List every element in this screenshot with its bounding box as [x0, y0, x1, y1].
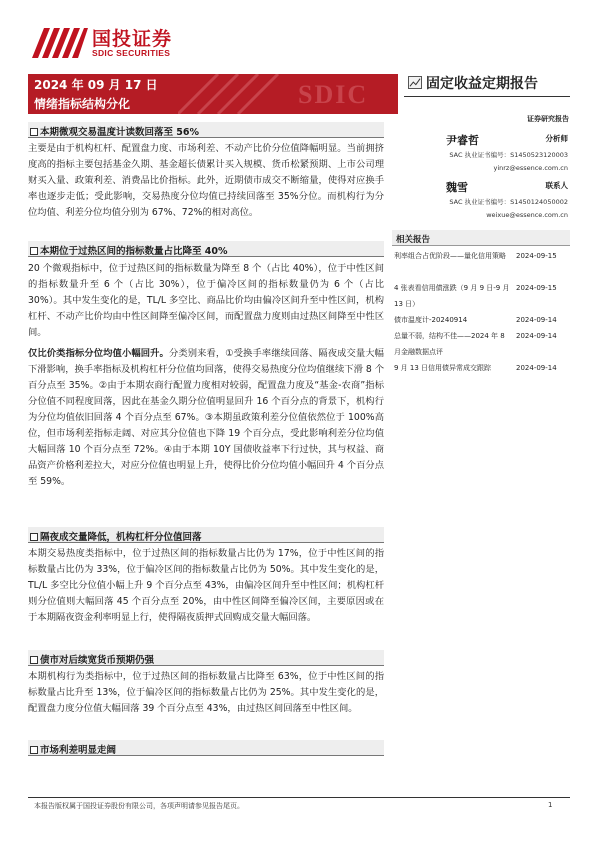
footer-disclaimer: 本报告版权属于国投证券股份有限公司，各项声明请参见报告尾页。	[34, 802, 244, 810]
analyst-name: 尹睿哲	[446, 134, 479, 147]
section-heading-text: 本期位于过热区间的指标数量占比降至 40%	[40, 246, 228, 257]
lead-sentence: 仅比价类指标分位均值小幅回升。	[28, 348, 169, 359]
department-label: 证券研究报告	[527, 115, 569, 123]
section-heading-text: 市场利差明显走阔	[40, 745, 117, 756]
report-type	[404, 74, 570, 92]
body-paragraph: 本期机构行为类指标中，位于过热区间的指标数量占比降至 63%，位于中性区间的指标数量占比升至 13%，位于偏冷区间的指标数量占比仍为 25%。其中发生变化的是，配置盘力度分位值大幅回落 39 个百分点至 43%，由过热区间回落至中性区间。	[28, 671, 384, 714]
lead-paragraph-text: 分类别来看，①受换手率继续回落、隔夜成交量大幅下滑影响，换手率指标及机构杠杆分位值均回落，使得交易热度分位均值继续下滑 8 个百分点至 35%。②由于本期农商行配置力度相对较弱，配置盘力度及“基金-农商”指标分位值不同程度回落，因此在基金久期分位值明显回升 16 个百分点的背景下，机构行为分位均值依旧回落 4 个百分点至 67%。③本期虽政策利差分位值依然位于 100%高位，但市场利差指标走阔、对应其分位值也下降 19 个百分点，受此影响利差分位均值大幅回落 10 个百分点至 72%。④由于本期 10Y 国债收益率下行过快，其与权益、商品资产价格利差拉大，对应分位值也明显上升，使得比价分位均值小幅回升 4 个百分点至 59%。	[28, 348, 384, 487]
report-date: 2024 年 09 月 17 日	[34, 78, 158, 92]
header-banner	[28, 74, 398, 114]
banner-decoration-icon	[178, 74, 288, 114]
related-report-item[interactable]	[392, 280, 570, 312]
section-heading	[28, 122, 384, 138]
related-report-date: 2024-09-14	[516, 316, 557, 324]
related-report-item[interactable]	[392, 248, 570, 280]
related-report-title[interactable]: 利率组合占优阶段——量化信用策略	[394, 252, 506, 260]
body-paragraph	[28, 346, 384, 490]
checkbox-bullet-icon	[30, 656, 38, 664]
related-report-title[interactable]: 4 张表看信用债涨跌（9 月 9 日-9 月 13 日）	[394, 284, 510, 308]
related-report-item[interactable]	[392, 360, 570, 392]
body-paragraph: 本期交易热度类指标中，位于过热区间的指标数量占比仍为 17%，位于中性区间的指标数量占比仍为 33%，位于偏冷区间的指标数量占比仍为 50%。其中发生变化的是，TL/L 多空比分位值小幅上升 9 个百分点至 43%，由偏冷区间升至中性区间；机构杠杆则分位值则大幅回落 45 个百分点至 20%，由中性区间降至偏冷区间，主要原因或在于本期隔夜资金利率明显上行，使得隔夜质押式回购成交量大幅回落。	[28, 548, 384, 623]
related-report-title[interactable]: 债市温度计-20240914	[394, 316, 468, 324]
checkbox-bullet-icon	[30, 746, 38, 754]
section-heading-text: 本期微观交易温度计读数回落至 56%	[40, 127, 200, 138]
related-report-date: 2024-09-14	[516, 332, 557, 340]
report-subtitle: 情绪指标结构分化	[34, 97, 131, 111]
logo-mark-icon	[30, 24, 88, 60]
analyst-name: 魏雪	[446, 181, 468, 194]
logo-name-en: SDIC SECURITIES	[92, 48, 171, 58]
section-heading-text: 隔夜成交量降低，机构杠杆分位值回落	[40, 532, 202, 543]
analyst-card	[404, 132, 570, 178]
analyst-card	[404, 179, 570, 225]
checkbox-bullet-icon	[30, 247, 38, 255]
related-report-date: 2024-09-15	[516, 284, 557, 292]
body-paragraph: 主要是由于机构杠杆、配置盘力度、市场利差、不动产比价分位值降幅明显。当前拥挤度高的指标主要包括基金久期、基金超长债累计买入规模、货币松紧预期、上市公司理财买入量、政策利差、消费品比价指标。此外，近期债市成交不断缩量，使得对应换手率也逐步走低；受此影响，交易热度分位均值已持续回落至 35%分位。而机构行为分位均值、利差分位均值分别为 67%、72%的相对高位。	[28, 143, 384, 218]
section-heading	[28, 241, 384, 257]
section-heading	[28, 650, 384, 666]
report-type-label: 固定收益定期报告	[426, 76, 538, 92]
related-report-item[interactable]	[392, 312, 570, 328]
body-paragraph: 20 个微观指标中，位于过热区间的指标数量为降至 8 个（占比 40%），位于中性区间的指标数量升至 6 个（占比 30%），位于偏冷区间的指标数量仍为 6 个（占比 30%）。其中发生变化的是，TL/L 多空比、商品比价均由偏冷区间升至中性区间，机构杠杆、不动产比价均由中性区间降至偏冷区间，而配置盘力度则由过热区间降至中性区间。	[28, 263, 384, 338]
analyst-email[interactable]: yinrz@essence.com.cn	[493, 164, 568, 172]
banner-watermark: SDIC	[298, 80, 369, 109]
related-report-title[interactable]: 总量不弱，结构不佳——2024 年 8 月金融数据点评	[394, 332, 505, 356]
logo-name-cn: 国投证券	[92, 28, 173, 50]
related-report-title[interactable]: 9 月 13 日信用债异常成交跟踪	[394, 364, 492, 372]
related-report-date: 2024-09-14	[516, 364, 557, 372]
page-number: 1	[548, 801, 553, 809]
related-report-item[interactable]	[392, 328, 570, 360]
related-report-date: 2024-09-15	[516, 252, 557, 260]
checkbox-bullet-icon	[30, 128, 38, 136]
checkbox-bullet-icon	[30, 533, 38, 541]
analyst-cert: SAC 执业证书编号：S1450523120003	[449, 151, 568, 159]
related-reports-title: 相关报告	[392, 230, 570, 246]
chart-icon	[408, 76, 422, 89]
footer-divider	[28, 797, 570, 798]
company-logo	[30, 22, 190, 64]
divider	[404, 96, 570, 97]
section-heading	[28, 527, 384, 543]
analyst-role: 分析师	[545, 134, 568, 143]
analyst-role: 联系人	[545, 181, 568, 190]
section-heading-text: 债市对后续宽货币预期仍强	[40, 655, 155, 666]
analyst-cert: SAC 执业证书编号：S1450124050002	[449, 198, 568, 206]
section-heading	[28, 740, 384, 756]
analyst-email[interactable]: weixue@essence.com.cn	[486, 211, 568, 219]
